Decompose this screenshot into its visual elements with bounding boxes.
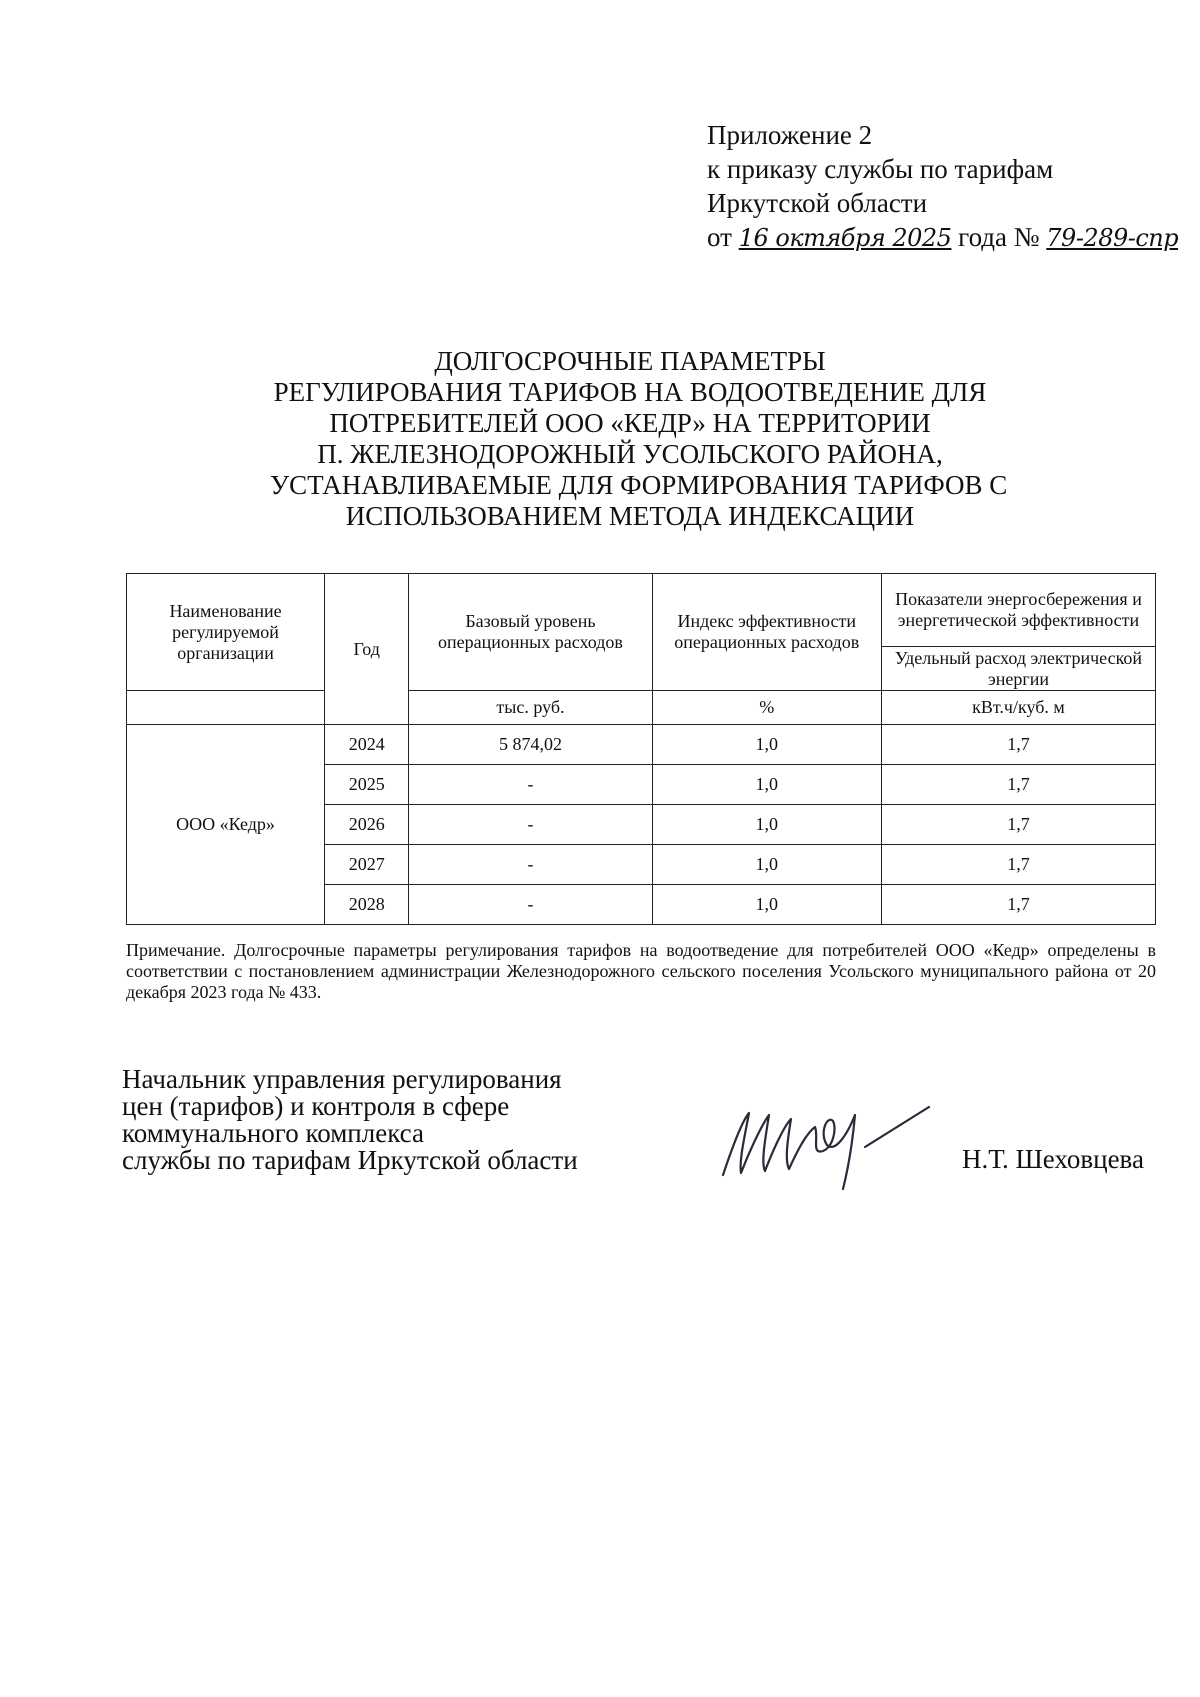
header-org: Наименование регулируемой организации (127, 574, 325, 691)
parameters-table (126, 573, 1156, 925)
header-energy-group: Показатели энергосбережения и энергетической эффективности (881, 574, 1155, 647)
base-cell: - (409, 805, 652, 845)
header-efficiency-index: Индекс эффективности операционных расходов (652, 574, 881, 691)
from-prefix: от (707, 222, 732, 252)
appendix-line-2: к приказу службы по тарифам (707, 154, 1054, 184)
year-cell: 2027 (325, 845, 409, 885)
signer-position (122, 1066, 642, 1174)
header-year: Год (325, 574, 409, 725)
title-line: ПОТРЕБИТЕЛЕЙ ООО «КЕДР» НА ТЕРРИТОРИИ (329, 408, 931, 438)
energy-cell: 1,7 (881, 765, 1155, 805)
energy-cell: 1,7 (881, 885, 1155, 925)
handwritten-order-number: 79-289-спр (1046, 224, 1179, 252)
title-line: П. ЖЕЛЕЗНОДОРОЖНЫЙ УСОЛЬСКОГО РАЙОНА, (317, 439, 943, 469)
year-cell: 2028 (325, 885, 409, 925)
table-row (127, 725, 1156, 765)
signer-line: цен (тарифов) и контроля в сфере (122, 1091, 510, 1121)
appendix-line-3: Иркутской области (707, 188, 928, 218)
handwritten-date: 16 октября 2025 (738, 224, 952, 252)
year-cell: 2024 (325, 725, 409, 765)
unit-base: тыс. руб. (409, 691, 652, 725)
organization-cell: ООО «Кедр» (127, 725, 325, 925)
energy-cell: 1,7 (881, 805, 1155, 845)
base-cell: - (409, 845, 652, 885)
appendix-block (707, 118, 1177, 255)
signer-line: службы по тарифам Иркутской области (122, 1145, 578, 1175)
title-line: ДОЛГОСРОЧНЫЕ ПАРАМЕТРЫ (434, 346, 826, 376)
energy-cell: 1,7 (881, 845, 1155, 885)
header-energy-sub: Удельный расход электрической энергии (881, 647, 1155, 691)
header-base-level: Базовый уровень операционных расходов (409, 574, 652, 691)
base-cell: - (409, 765, 652, 805)
index-cell: 1,0 (652, 805, 881, 845)
appendix-line-1: Приложение 2 (707, 120, 873, 150)
signer-name: Н.Т. Шеховцева (962, 1144, 1144, 1174)
signer-line: коммунального комплекса (122, 1118, 424, 1148)
unit-index: % (652, 691, 881, 725)
energy-cell: 1,7 (881, 725, 1155, 765)
header-row (127, 574, 1156, 647)
year-cell: 2025 (325, 765, 409, 805)
unit-energy: кВт.ч/куб. м (881, 691, 1155, 725)
index-cell: 1,0 (652, 765, 881, 805)
index-cell: 1,0 (652, 725, 881, 765)
appendix-date-line (707, 220, 1177, 255)
year-cell: 2026 (325, 805, 409, 845)
year-number-label: года № (958, 222, 1040, 252)
title-line: УСТАНАВЛИВАЕМЫЕ ДЛЯ ФОРМИРОВАНИЯ ТАРИФОВ С (270, 470, 1008, 500)
signer-line: Начальник управления регулирования (122, 1064, 562, 1094)
title-line: ИСПОЛЬЗОВАНИЕМ МЕТОДА ИНДЕКСАЦИИ (345, 501, 915, 531)
units-org-empty (127, 691, 325, 725)
units-row (127, 691, 1156, 725)
document-title (270, 346, 1008, 532)
table-note: Примечание. Долгосрочные параметры регулирования тарифов на водоотведение для потребителей ООО «Кедр» определены в соответствии с постановлением администрации Железнодорожного сельского поселения Усольского муниципального района от 20 декабря 2023 года № 433. (126, 940, 1156, 1002)
base-cell: 5 874,02 (409, 725, 652, 765)
base-cell: - (409, 885, 652, 925)
index-cell: 1,0 (652, 845, 881, 885)
title-line: РЕГУЛИРОВАНИЯ ТАРИФОВ НА ВОДООТВЕДЕНИЕ ДЛЯ (273, 377, 987, 407)
handwritten-signature (715, 1085, 945, 1195)
index-cell: 1,0 (652, 885, 881, 925)
